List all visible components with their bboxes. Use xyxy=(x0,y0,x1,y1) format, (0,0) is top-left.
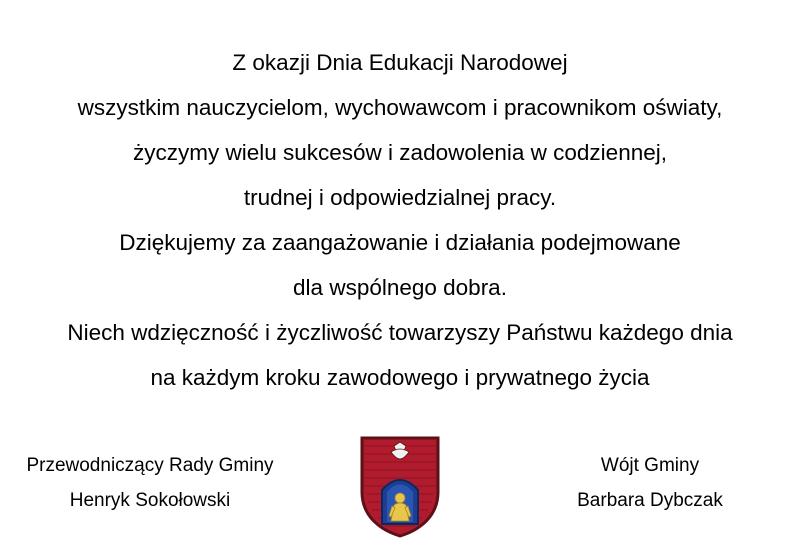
signature-left xyxy=(0,448,300,518)
signature-right-name: Barbara Dybczak xyxy=(577,490,723,511)
message-line: życzymy wielu sukcesów i zadowolenia w codziennej, xyxy=(133,140,667,165)
message-line: Niech wdzięczność i życzliwość towarzyszy Państwu każdego dnia xyxy=(67,320,733,345)
message-line: trudnej i odpowiedzialnej pracy. xyxy=(243,185,557,210)
signature-left-name: Henryk Sokołowski xyxy=(69,490,231,511)
message-block xyxy=(0,40,800,400)
signature-right-role: Wójt Gminy xyxy=(600,455,700,476)
message-line: Dziękujemy za zaangażowanie i działania podejmowane xyxy=(119,230,681,255)
message-line: dla wspólnego dobra. xyxy=(293,275,507,300)
message-line: Z okazji Dnia Edukacji Narodowej xyxy=(232,50,568,75)
signature-left-role: Przewodniczący Rady Gminy xyxy=(26,455,274,476)
message-line: wszystkim nauczycielom, wychowawcom i pracownikom oświaty, xyxy=(77,95,723,120)
message-line: na każdym kroku zawodowego i prywatnego życia xyxy=(150,365,650,390)
signature-block xyxy=(0,448,800,546)
signature-right xyxy=(500,448,800,518)
